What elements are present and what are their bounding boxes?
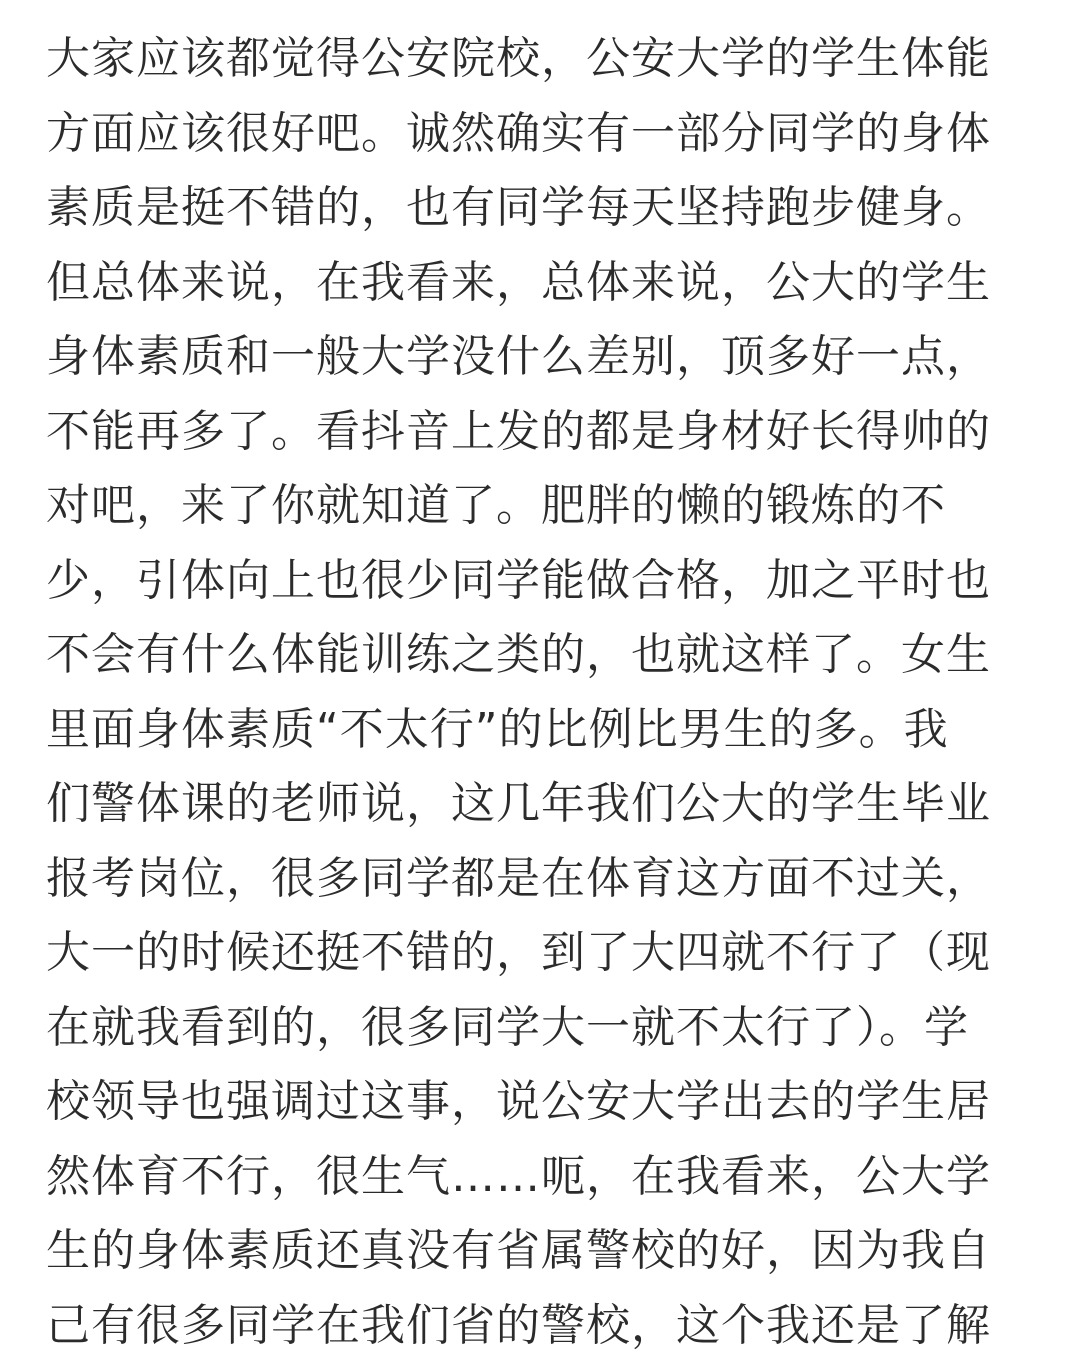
article-body xyxy=(46,22,1036,1363)
text-line: 不能再多了。看抖音上发的都是身材好长得帅的 xyxy=(46,395,1036,470)
text-line: 对吧，来了你就知道了。肥胖的懒的锻炼的不 xyxy=(46,469,1036,544)
text-line: 不会有什么体能训练之类的，也就这样了。女生 xyxy=(46,618,1036,693)
text-line: 身体素质和一般大学没什么差别，顶多好一点， xyxy=(46,320,1036,395)
text-line: 大一的时候还挺不错的，到了大四就不行了（现 xyxy=(46,916,1036,991)
text-line: 校领导也强调过这事，说公安大学出去的学生居 xyxy=(46,1065,1036,1140)
text-line: 里面身体素质“不太行”的比例比男生的多。我 xyxy=(46,693,1036,768)
text-line: 己有很多同学在我们省的警校，这个我还是了解 xyxy=(46,1289,1036,1363)
text-line: 素质是挺不错的，也有同学每天坚持跑步健身。 xyxy=(46,171,1036,246)
text-line: 少，引体向上也很少同学能做合格，加之平时也 xyxy=(46,544,1036,619)
text-line: 但总体来说，在我看来，总体来说，公大的学生 xyxy=(46,246,1036,321)
text-line: 在就我看到的，很多同学大一就不太行了）。学 xyxy=(46,991,1036,1066)
text-line: 生的身体素质还真没有省属警校的好，因为我自 xyxy=(46,1214,1036,1289)
text-line: 们警体课的老师说，这几年我们公大的学生毕业 xyxy=(46,767,1036,842)
text-line: 大家应该都觉得公安院校，公安大学的学生体能 xyxy=(46,22,1036,97)
text-line: 报考岗位，很多同学都是在体育这方面不过关， xyxy=(46,842,1036,917)
text-line: 方面应该很好吧。诚然确实有一部分同学的身体 xyxy=(46,97,1036,172)
text-line: 然体育不行，很生气……呃，在我看来，公大学 xyxy=(46,1140,1036,1215)
